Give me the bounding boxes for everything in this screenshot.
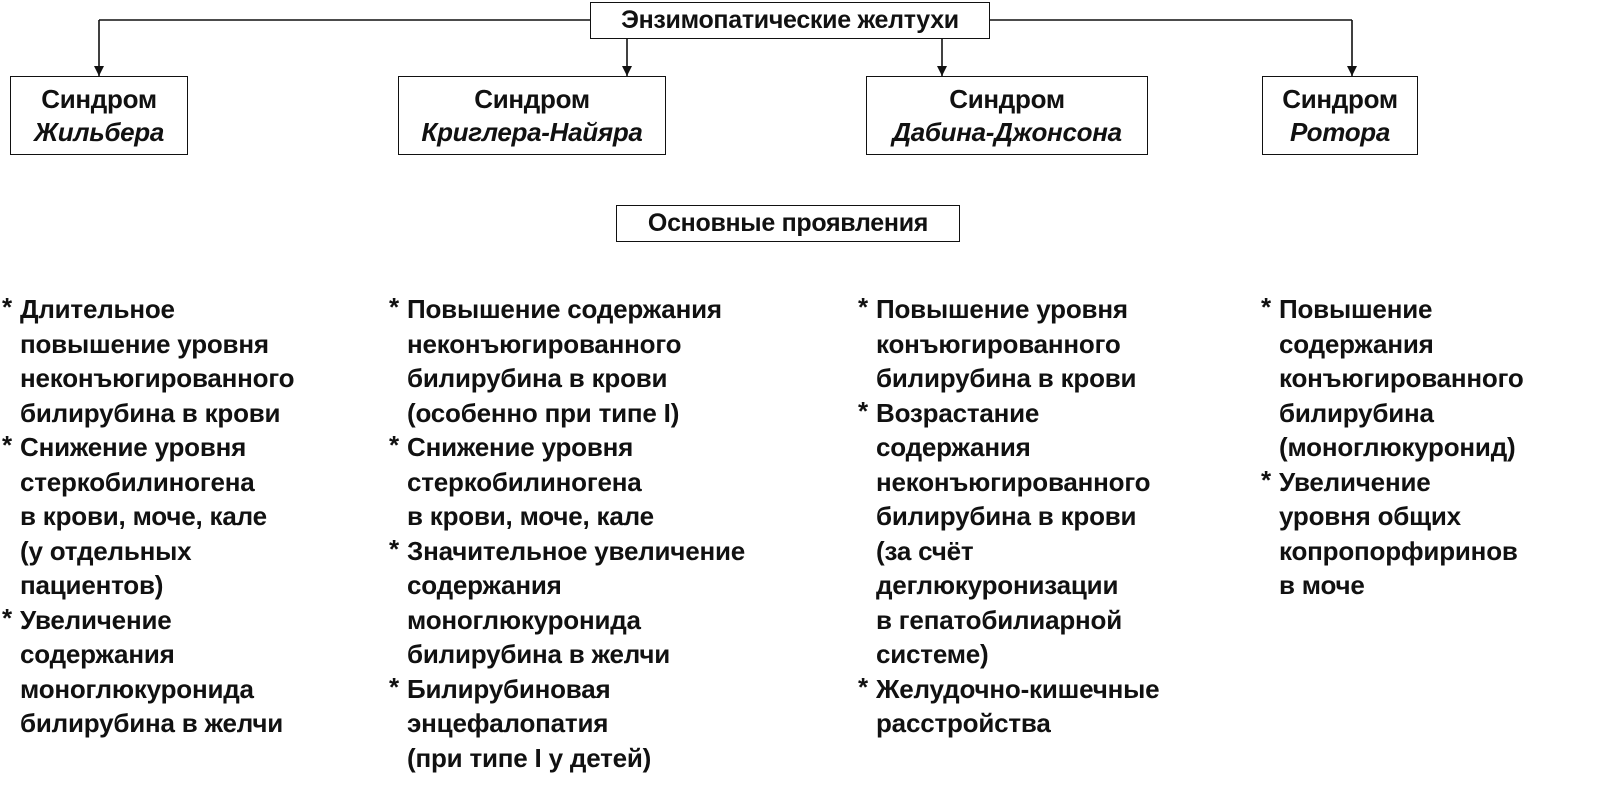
syndrome-box-gilbert (10, 76, 188, 155)
manifestation-item (1261, 465, 1524, 603)
syndrome-label: Синдром (949, 83, 1065, 114)
bullet-asterisk: * (1261, 464, 1271, 495)
syndrome-box-dubin-johnson (866, 76, 1148, 155)
manifestation-line: билирубина (1279, 397, 1434, 428)
syndrome-label: Синдром (474, 83, 590, 114)
manifestations-column-gilbert (2, 292, 294, 741)
manifestation-line: Билирубиновая (407, 673, 611, 704)
bullet-asterisk: * (2, 292, 12, 322)
diagram-title (590, 2, 990, 39)
bullet-asterisk: * (389, 430, 399, 460)
manifestation-item (2, 430, 294, 603)
manifestation-line: билирубина в желчи (20, 708, 284, 738)
manifestation-line: Желудочно-кишечные (876, 673, 1160, 704)
bullet-asterisk: * (389, 533, 399, 564)
manifestation-line: (при типе I у детей) (407, 742, 652, 773)
bullet-asterisk: * (2, 430, 12, 460)
manifestation-line: билирубина в крови (876, 363, 1137, 393)
manifestation-line: неконъюгированного (20, 363, 295, 393)
manifestation-line: билирубина в желчи (407, 639, 671, 669)
bullet-asterisk: * (858, 292, 868, 322)
manifestation-line: системе) (876, 639, 989, 669)
manifestation-line: содержания (876, 432, 1031, 462)
bullet-asterisk: * (858, 395, 868, 426)
manifestation-item (389, 430, 745, 534)
syndrome-name: Ротора (1289, 116, 1391, 147)
manifestation-line: (особенно при типе I) (407, 397, 680, 428)
manifestation-line: содержания (407, 570, 562, 600)
manifestation-line: деглюкуронизации (876, 570, 1119, 600)
manifestation-item (858, 292, 1159, 396)
manifestation-line: уровня общих (1279, 501, 1461, 531)
syndrome-name: Жильбера (33, 116, 165, 147)
manifestation-line: Повышение (1279, 294, 1433, 324)
manifestation-line: энцефалопатия (407, 708, 609, 738)
manifestation-item (389, 672, 745, 776)
manifestation-line: в моче (1279, 570, 1365, 600)
manifestations-heading-text: Основные проявления (647, 209, 929, 237)
manifestation-line: в крови, моче, кале (20, 501, 267, 531)
manifestation-line: содержания (20, 639, 175, 669)
manifestation-line: билирубина в крови (20, 397, 281, 428)
manifestation-line: расстройства (876, 708, 1051, 738)
manifestations-column-rotor (1261, 292, 1524, 603)
manifestation-line: повышение уровня (20, 328, 269, 359)
manifestation-line: стеркобилиногена (20, 466, 255, 497)
syndrome-name: Дабина-Джонсона (892, 116, 1122, 147)
manifestation-item (858, 672, 1159, 741)
syndrome-box-rotor (1262, 76, 1418, 155)
manifestation-item (389, 534, 745, 672)
manifestation-item (1261, 292, 1524, 465)
manifestation-line: (моноглюкуронид) (1279, 432, 1516, 462)
bullet-asterisk: * (1261, 292, 1271, 322)
manifestation-line: неконъюгированного (407, 328, 682, 359)
manifestation-line: моноглюкуронида (20, 673, 254, 704)
syndrome-label: Синдром (41, 83, 157, 114)
manifestation-line: Снижение уровня (20, 432, 247, 462)
syndrome-label: Синдром (1282, 83, 1398, 114)
manifestation-line: неконъюгированного (876, 466, 1151, 497)
manifestation-line: билирубина в крови (407, 363, 668, 393)
manifestation-line: Повышение содержания (407, 294, 722, 324)
manifestation-line: Увеличение (20, 604, 172, 635)
syndrome-name: Криглера-Найяра (421, 116, 643, 147)
manifestation-line: в гепатобилиарной (876, 604, 1122, 635)
manifestation-line: стеркобилиногена (407, 466, 642, 497)
manifestations-column-crigler-najjar (389, 292, 745, 775)
manifestation-line: пациентов) (20, 570, 164, 600)
manifestations-column-dubin-johnson (858, 292, 1159, 741)
manifestation-item (2, 603, 294, 741)
manifestation-line: в крови, моче, кале (407, 501, 654, 531)
manifestation-line: Значительное увеличение (407, 535, 746, 566)
manifestation-line: Длительное (20, 294, 175, 324)
diagram-title-text: Энзимопатические желтухи (621, 6, 959, 34)
bullet-asterisk: * (2, 602, 12, 633)
manifestation-item (389, 292, 745, 430)
manifestation-line: моноглюкуронида (407, 604, 641, 635)
manifestations-heading (616, 205, 960, 242)
manifestation-item (858, 396, 1159, 672)
bullet-asterisk: * (389, 671, 399, 702)
manifestation-line: Повышение уровня (876, 294, 1128, 324)
manifestation-item (2, 292, 294, 430)
syndrome-box-crigler-najjar (398, 76, 666, 155)
manifestation-line: содержания (1279, 328, 1434, 359)
bullet-asterisk: * (389, 292, 399, 322)
manifestation-line: Возрастание (876, 397, 1040, 428)
manifestation-line: конъюгированного (1279, 363, 1524, 393)
manifestation-line: Увеличение (1279, 466, 1431, 497)
manifestation-line: билирубина в крови (876, 501, 1137, 531)
manifestation-line: Снижение уровня (407, 432, 634, 462)
manifestation-line: (у отдельных (20, 535, 192, 566)
manifestation-line: копропорфиринов (1279, 535, 1518, 566)
bullet-asterisk: * (858, 671, 868, 702)
manifestation-line: конъюгированного (876, 328, 1121, 359)
manifestation-line: (за счёт (876, 535, 974, 566)
